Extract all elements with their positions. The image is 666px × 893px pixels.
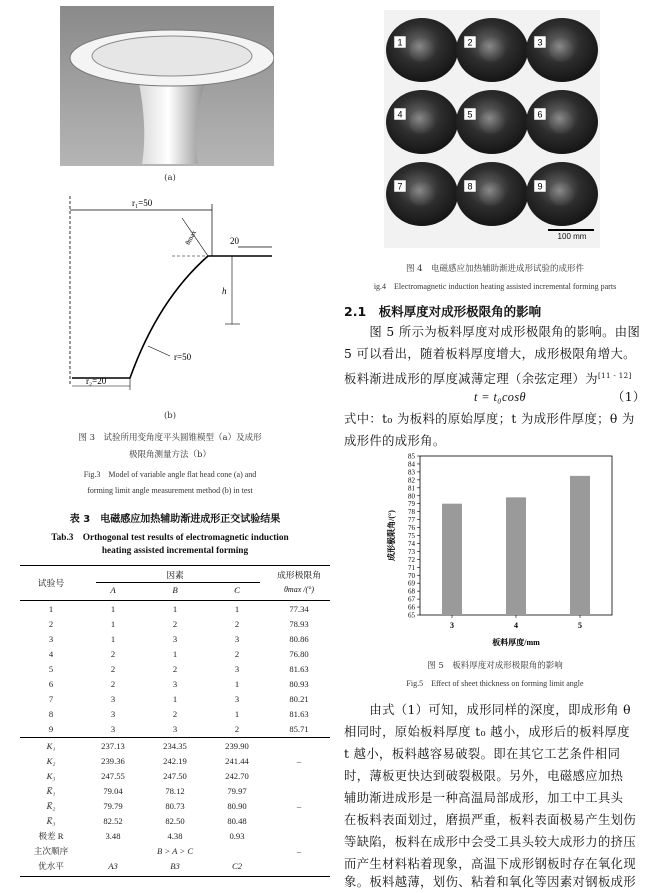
part-number-label: 2	[467, 37, 473, 48]
range-a: 3.48	[105, 831, 121, 842]
y-tick-label: 75	[408, 532, 415, 540]
table-row-stat	[20, 798, 330, 813]
y-tick-label: 76	[408, 524, 415, 533]
header-trial: 试验号	[37, 579, 65, 589]
table-cell: 80.21	[289, 694, 309, 705]
table-cell: K̅₁	[46, 785, 56, 796]
table-cell: K₁	[46, 740, 56, 751]
table-cell: 2	[110, 648, 116, 659]
table-cell: K₂	[46, 755, 56, 766]
y-tick-label: 74	[408, 539, 415, 548]
fig5-caption-cn: 图 5 板料厚度对成形极限角的影响	[427, 661, 563, 671]
table-cell: 3	[172, 724, 178, 735]
opt-c: C2	[231, 861, 243, 872]
table3-title-en-1: Tab.3 Orthogonal test results of electromagnetic induction	[51, 533, 289, 543]
table-cell: 2	[234, 724, 240, 735]
citation: [11 - 12]	[597, 372, 632, 380]
table-cell: 242.70	[225, 770, 249, 781]
table-cell: 7	[48, 694, 54, 705]
table-cell: 79.97	[227, 785, 247, 796]
table-row	[20, 616, 330, 631]
table-row	[20, 646, 330, 661]
para3-l4: 时，薄板更快达到破裂极限。另外，电磁感应加热	[344, 769, 624, 783]
y-tick-label: 84	[408, 460, 415, 469]
table-cell: 1	[172, 603, 178, 614]
x-tick-label: 5	[578, 621, 582, 630]
table-cell: 80.93	[289, 679, 309, 690]
header-b: B	[172, 585, 178, 595]
table-cell: 80.48	[227, 816, 247, 827]
fig3-caption-cn-1: 图 3 试验所用变角度平头圆锥模型（a）及成形	[78, 433, 262, 443]
fig3a-label: (a)	[164, 173, 176, 183]
range-label: 极差 R	[38, 831, 64, 842]
table-cell: K₃	[46, 770, 56, 781]
table-cell: 3	[172, 633, 178, 644]
table-cell: K̅₃	[46, 816, 56, 827]
bar	[570, 476, 590, 615]
formed-part	[456, 18, 528, 82]
y-tick-label: 72	[408, 555, 415, 564]
section-heading: 2.1 板料厚度对成形极限角的影响	[344, 304, 542, 319]
table3-title-en-2: heating assisted incremental forming	[101, 546, 249, 556]
y-tick-label: 66	[408, 603, 415, 612]
r-label: r=50	[174, 352, 192, 362]
x-axis-label: 板料厚度/mm	[492, 638, 540, 647]
table-row-range	[20, 829, 330, 844]
part-number-label: 5	[467, 109, 473, 120]
table-row-order: 主次顺序 B > A > C –	[20, 844, 330, 859]
part-number-label: 6	[537, 109, 543, 120]
scale-bar-label: 100 mm	[557, 232, 587, 241]
table-cell: 247.55	[101, 770, 125, 781]
table-cell: 2	[172, 618, 178, 629]
table3-stats	[20, 738, 330, 874]
header-angle-unit: θmax /(°)	[283, 585, 314, 594]
table-cell: 239.90	[225, 740, 249, 751]
equation-1: t = t₀cosθ	[474, 390, 526, 404]
table-cell: –	[296, 755, 302, 766]
table-row-stat	[20, 738, 330, 753]
table-cell: –	[296, 800, 302, 811]
para3-l1: 由式（1）可知，成形同样的深度，即成形角 θ	[344, 703, 631, 717]
opt-a: A3	[108, 861, 118, 872]
table3-title-cn: 表 3 电磁感应加热辅助渐进成形正交试验结果	[69, 514, 281, 525]
table-cell: 1	[110, 618, 116, 629]
x-tick-label: 4	[514, 621, 518, 630]
table-cell: 80.86	[289, 633, 309, 644]
para3-l7: 等缺陷，板料在成形中会受工具头较大成形力的挤压	[344, 835, 637, 849]
table-cell: 1	[48, 603, 54, 614]
section-p2-l1: 式中：t₀ 为板料的原始厚度；t 为成形件厚度；θ 为	[344, 412, 635, 426]
opt-b: B3	[170, 861, 180, 872]
formed-part	[526, 90, 598, 154]
y-tick-label: 83	[408, 468, 415, 477]
section-p1-l1: 图 5 所示为板料厚度对成形极限角的影响。由图	[344, 325, 641, 339]
table-row	[20, 722, 330, 737]
table-cell: 4	[48, 648, 54, 659]
table-cell: 2	[110, 679, 116, 690]
section-p1-l2: 5 可以看出，随着板料厚度增大，成形极限角增大。	[344, 347, 636, 361]
y-tick-label: 85	[408, 452, 415, 461]
table-cell: 241.44	[225, 755, 249, 766]
table-cell: 2	[172, 663, 178, 674]
table-cell: 1	[172, 694, 178, 705]
para3-l2: 相同时，原始板料厚度 t₀ 越小，成形后的板料厚度	[344, 725, 630, 739]
table-cell: 78.12	[165, 785, 185, 796]
table-row	[20, 676, 330, 691]
y-tick-label: 82	[408, 476, 415, 485]
table-cell: 81.63	[289, 663, 309, 674]
table-cell: 2	[48, 618, 54, 629]
formed-part	[526, 162, 598, 226]
table-cell: 1	[234, 603, 240, 614]
table-cell	[268, 783, 330, 798]
y-tick-label: 71	[408, 563, 415, 572]
para3-l9: 象。板料越薄，划伤、粘着和氧化等因素对钢板成形	[344, 875, 637, 889]
range-b: 4.38	[167, 831, 183, 842]
table-cell: 6	[48, 679, 54, 690]
table-row-stat	[20, 813, 330, 828]
table-row	[20, 631, 330, 646]
equation-number: （1）	[612, 390, 646, 404]
fig4-photo	[384, 10, 600, 248]
y-tick-label: 65	[408, 611, 415, 620]
table-cell: 2	[172, 709, 178, 720]
y-tick-label: 79	[408, 500, 415, 509]
r2-label: r₂=20	[86, 376, 107, 386]
table-cell: 76.80	[289, 648, 309, 659]
y-axis-label: 成形极限角/(°)	[387, 510, 396, 561]
fig3b-diagram	[62, 190, 282, 400]
fig5-chart	[380, 448, 620, 648]
part-number-label: 8	[467, 181, 473, 192]
table-cell: 1	[110, 633, 116, 644]
table-cell: 79.79	[103, 800, 123, 811]
table-row-optimal	[20, 859, 330, 874]
table-cell: 3	[110, 709, 116, 720]
part-number-label: 4	[397, 109, 403, 120]
formed-part	[386, 162, 458, 226]
header-factor: 因素	[166, 571, 184, 581]
y-tick-label: 70	[408, 571, 415, 580]
table-cell: 3	[172, 679, 178, 690]
table-cell: 1	[234, 709, 240, 720]
table-cell: 3	[234, 633, 240, 644]
table-cell	[268, 738, 330, 753]
fig5-caption-en: Fig.5 Effect of sheet thickness on forming limit angle	[406, 679, 584, 688]
table-row-stat	[20, 768, 330, 783]
section-p2-l2: 成形件的成形角。	[344, 434, 446, 448]
range-c: 0.93	[229, 831, 245, 842]
part-number-label: 1	[397, 37, 403, 48]
header-angle: 成形极限角	[277, 571, 321, 581]
table-row-stat	[20, 783, 330, 798]
table-cell: 242.19	[163, 755, 187, 766]
y-tick-label: 68	[408, 587, 415, 596]
h-label: h	[222, 286, 227, 296]
part-number-label: 3	[537, 37, 543, 48]
order-value: B > A > C	[156, 846, 194, 857]
table-row-stat	[20, 753, 330, 768]
table-cell: 1	[234, 679, 240, 690]
table-cell: 79.04	[103, 785, 123, 796]
table-cell: 3	[110, 724, 116, 735]
fig3b-label: (b)	[163, 411, 177, 421]
fig3-caption-en-2: forming limit angle measurement method (b) in test	[87, 486, 253, 495]
table3-header	[20, 567, 330, 600]
fig3a-image	[60, 6, 274, 166]
r1-label: r₁=50	[132, 198, 153, 208]
table-cell: 3	[234, 694, 240, 705]
table-cell: 1	[172, 648, 178, 659]
table-cell: 80.90	[227, 800, 247, 811]
table-row	[20, 707, 330, 722]
table-cell: K̅₂	[46, 800, 56, 811]
header-a: A	[110, 585, 116, 595]
table-cell: 85.71	[289, 724, 309, 735]
table-row	[20, 692, 330, 707]
formed-part	[386, 18, 458, 82]
y-tick-label: 77	[408, 516, 415, 525]
part-number-label: 7	[397, 181, 403, 192]
header-c: C	[234, 585, 240, 595]
fig3-caption-cn-2: 极限角测量方法（b）	[129, 450, 211, 460]
bar-chart	[380, 448, 620, 648]
x-tick-label: 3	[450, 621, 454, 630]
table-cell: 234.35	[163, 740, 187, 751]
para3-l8: 而产生材料粘着现象，高温下成形钢板时存在氧化现	[344, 857, 637, 871]
part-number-label: 9	[537, 181, 543, 192]
bar	[442, 504, 462, 615]
table-cell: 5	[48, 663, 54, 674]
table-row	[20, 601, 330, 616]
theta-label: θmax	[183, 228, 199, 247]
formed-part	[456, 90, 528, 154]
formed-part	[526, 18, 598, 82]
opt-label: 优水平	[38, 861, 64, 872]
y-tick-label: 67	[408, 595, 415, 604]
table-cell: 3	[48, 633, 54, 644]
table-cell: 247.50	[163, 770, 187, 781]
table-cell	[268, 768, 330, 783]
section-p1-l3: 板料渐进成形的厚度减薄定理（余弦定理）为	[344, 372, 598, 387]
bar	[506, 497, 526, 615]
table-cell: 2	[234, 648, 240, 659]
table-cell: 81.63	[289, 709, 309, 720]
table-cell: 2	[110, 663, 116, 674]
para3-l3: t 越小，板料越容易破裂。即在其它工艺条件相同	[344, 747, 621, 761]
table-cell: 82.50	[165, 816, 185, 827]
table-cell: 82.52	[103, 816, 123, 827]
fig4-caption-cn: 图 4 电磁感应加热辅助渐进成形试验的成形件	[405, 264, 585, 274]
formed-part	[386, 90, 458, 154]
y-tick-label: 80	[408, 492, 415, 501]
table3-rows	[20, 601, 330, 737]
table-cell: 239.36	[101, 755, 125, 766]
table-cell: 2	[234, 618, 240, 629]
table-cell: 9	[48, 724, 54, 735]
table-cell: 3	[234, 663, 240, 674]
table-row	[20, 661, 330, 676]
dim20-label: 20	[230, 236, 239, 246]
table-cell	[268, 813, 330, 828]
para3-l6: 在板料表面划过，磨损严重，板料表面极易产生划伤	[344, 813, 637, 827]
table-cell: 1	[110, 603, 116, 614]
table-cell: 80.73	[165, 800, 185, 811]
fig4-caption-en: ig.4 Electromagnetic induction heating assisted incremental forming parts	[373, 282, 617, 291]
table-cell: 3	[110, 694, 116, 705]
fig3-caption-en-1: Fig.3 Model of variable angle flat head cone (a) and	[83, 470, 257, 479]
table-cell: 237.13	[101, 740, 125, 751]
table-cell: 77.34	[289, 603, 309, 614]
y-tick-label: 69	[408, 579, 415, 588]
formed-part	[456, 162, 528, 226]
y-tick-label: 73	[408, 547, 415, 556]
y-tick-label: 81	[408, 484, 415, 493]
table-cell: 8	[48, 709, 54, 720]
y-tick-label: 78	[408, 508, 415, 517]
para3-l5: 辅助渐进成形是一种高温局部成形，加工中工具头	[344, 791, 624, 805]
table-cell: 78.93	[289, 618, 309, 629]
order-label: 主次顺序	[33, 846, 69, 857]
